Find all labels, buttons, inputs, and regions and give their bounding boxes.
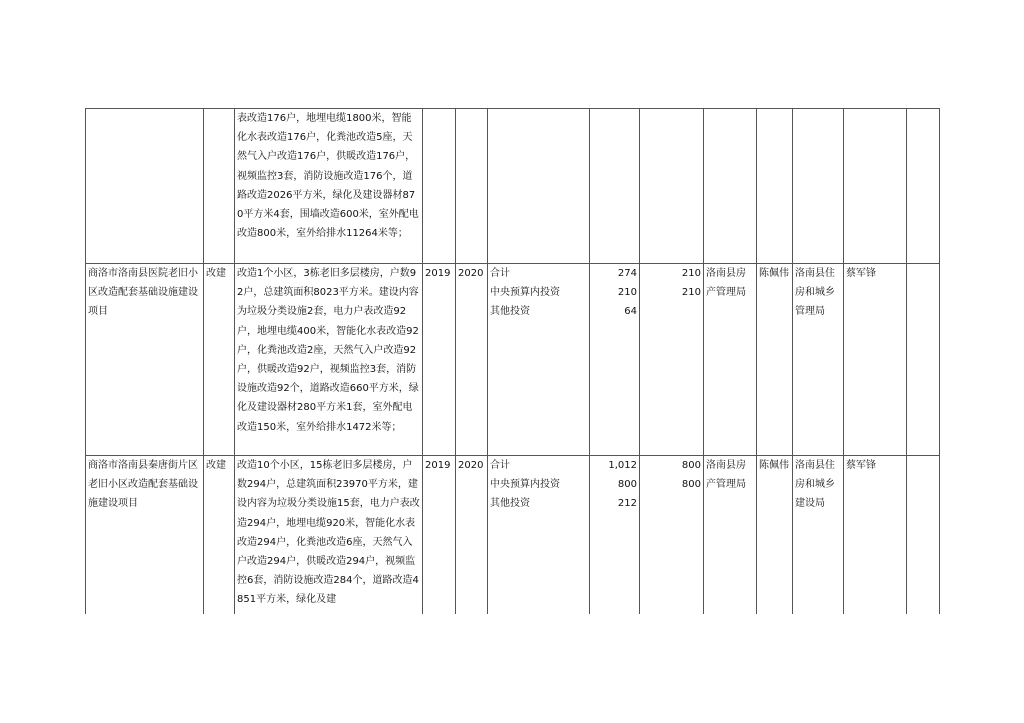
plan-amount-cell — [640, 264, 704, 456]
responsible-person-cell: 陈佩伟 — [757, 264, 793, 456]
contact-person-cell: 蔡军锋 — [844, 456, 907, 614]
construction-content-cell: 改造1个小区，3栋老旧多层楼房，户数92户，总建筑面积8023平方米。建设内容为垃圾分类设施2套，电力户表改造92户，地埋电缆400米，智能化水表改造92户，化粪池改造2座，天然气入户改造92户，供暖改造92户，视频监控3套，消防设施改造92个，道路改造660平方米，绿化及建设器材280平方米1套，室外配电改造150米，室外给排水1472米等； — [235, 264, 423, 456]
central-value: 800 — [617, 479, 637, 491]
central-value: 210 — [617, 287, 637, 299]
project-table — [85, 108, 940, 614]
funding-total-label: 合计 — [490, 460, 510, 471]
total-value: 274 — [617, 268, 637, 279]
start-year-cell: 2019 — [423, 456, 456, 614]
remarks-cell — [907, 109, 940, 264]
construction-type-cell: 改建 — [204, 456, 235, 614]
project-name-cell: 商洛市洛南县秦唐街片区老旧小区改造配套基础设施建设项目 — [86, 456, 204, 614]
construction-content-cell: 表改造176户，地埋电缆1800米，智能化水表改造176户，化粪池改造5座，天然气入户改造176户，供暖改造176户，视频监控3套，消防设施改造176个，道路改造2026平方米，绿化及建设器材870平方米4套，围墙改造600米，室外配电改造800米，室外给排水11264米等； — [235, 109, 423, 264]
funding-central-label: 中央预算内投资 — [490, 287, 560, 299]
project-unit-cell: 洛南县房产管理局 — [704, 456, 757, 614]
plan-amount-cell — [640, 109, 704, 264]
end-year-cell — [456, 109, 488, 264]
responsible-person-cell: 陈佩伟 — [757, 456, 793, 614]
plan-total-value: 210 — [681, 268, 701, 279]
construction-content-cell: 改造10个小区，15栋老旧多层楼房，户数294户，总建筑面积23970平方米，建设内容为垃圾分类设施15套，电力户表改造294户，地埋电缆920米，智能化水表改造294户，化粪池改造6座，天然气入户改造294户，供暖改造294户，视频监控6套，消防设施改造284个，道路改造4851平方米，绿化及建 — [235, 456, 423, 614]
responsible-person-cell — [757, 109, 793, 264]
contact-person-cell: 蔡军锋 — [844, 264, 907, 456]
funding-other-label: 其他投资 — [490, 498, 530, 510]
plan-central-value: 210 — [681, 287, 701, 299]
funding-central-label: 中央预算内投资 — [490, 479, 560, 491]
end-year-cell: 2020 — [456, 456, 488, 614]
project-name-cell: 商洛市洛南县医院老旧小区改造配套基础设施建设项目 — [86, 264, 204, 456]
total-investment-cell — [590, 109, 640, 264]
table-row — [86, 109, 940, 264]
funding-source-cell — [488, 109, 590, 264]
total-value: 1,012 — [608, 460, 637, 471]
funding-total-label: 合计 — [490, 268, 510, 279]
total-investment-cell — [590, 264, 640, 456]
other-value: 64 — [624, 306, 637, 318]
remarks-cell — [907, 264, 940, 456]
construction-type-cell: 改建 — [204, 264, 235, 456]
project-unit-cell: 洛南县房产管理局 — [704, 264, 757, 456]
end-year-cell: 2020 — [456, 264, 488, 456]
start-year-cell — [423, 109, 456, 264]
funding-other-label: 其他投资 — [490, 306, 530, 318]
project-unit-cell — [704, 109, 757, 264]
funding-source-cell — [488, 264, 590, 456]
table-row — [86, 456, 940, 614]
plan-central-value: 800 — [681, 479, 701, 491]
supervising-dept-cell: 洛南县住房和城乡管理局 — [793, 264, 844, 456]
project-name-cell — [86, 109, 204, 264]
total-investment-cell — [590, 456, 640, 614]
remarks-cell — [907, 456, 940, 614]
contact-person-cell — [844, 109, 907, 264]
plan-amount-cell — [640, 456, 704, 614]
funding-source-cell — [488, 456, 590, 614]
other-value: 212 — [617, 498, 637, 510]
start-year-cell: 2019 — [423, 264, 456, 456]
plan-total-value: 800 — [681, 460, 701, 471]
table-row — [86, 264, 940, 456]
supervising-dept-cell: 洛南县住房和城乡建设局 — [793, 456, 844, 614]
supervising-dept-cell — [793, 109, 844, 264]
construction-type-cell — [204, 109, 235, 264]
